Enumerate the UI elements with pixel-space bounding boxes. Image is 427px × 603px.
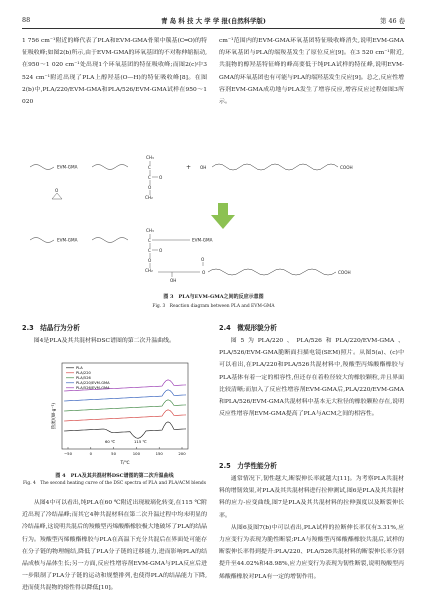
scheme-plus: + (186, 164, 192, 171)
scheme-cbond-1: C (148, 175, 151, 180)
scheme-ch2-2: CH₂ (145, 268, 153, 273)
scheme-label-evm-3: EVM-GMA (192, 237, 213, 243)
volume-label: 第 46 卷 (380, 17, 405, 25)
scheme-o-4: O (148, 258, 152, 263)
dsc-curve (64, 410, 186, 421)
header-rule (22, 28, 405, 29)
x-tick-label: 50 (111, 451, 117, 456)
dsc-anno-60: 60 ℃ (105, 439, 116, 444)
fig4-caption-en: Fig. 4 The second heating curve of the DSC spectra of PLA and PLA/ACM blends (22, 481, 206, 486)
x-tick-label: −50 (63, 451, 73, 456)
section-2-5-body: 通常情况下,韧性越大,断裂伸长率就越大[11]。为考察PLA共混材料的增韧效果,对PLA及其共混材料进行拉伸测试,图6是PLA及其共混材料的应力-应变曲线,图7是PLA及其共混材料的拉伸强度以及断裂伸长率。 从图6及图7(b)中可以看出,PLA试样的拉断伸长率仅有3.31%,应力应变行为表现为脆性断裂;PLA与羧酸型丙烯酸酯橡胶共混后,试样的断裂伸长率得到提升:PLA/220、PLA/526共混材料的断裂伸长率分别提升至44.02%和48.98%,应力应变行为表现为韧性断裂,说明羧酸型丙烯酸酯橡胶对PLA有一定的增韧作用。 (219, 476, 404, 580)
section-2-3-body: 从图4中可以看出,纯PLA在60 ℃附近出现玻璃化转变,在115 ℃附近出现了冷结晶峰;而其它4种共混材料在第二次升温过程中均未明显的冷结晶峰,这说明共混后的羧酸型丙烯酸酯橡胶极大地破坏了PLA的结晶行为。羧酸型丙烯酸酯橡胶与PLA在高温下充分共混后在界面处可能存在分子链的物理缠结,降低了PLA分子链的迁移能力,进而影响PLA的结晶成核与晶体生长;另一方面,反应性增容剂EVM-GMA与PLA反应后进一步限制了PLA分子链的运动和规整排列,也使得PLA的结晶能力下降,进而使共混物的熔性得以降低[10]。 (22, 500, 207, 592)
scheme-caption-en: Fig. 3 Reaction diagram between PLA and EVM-GMA (152, 304, 275, 309)
top-right-paragraph: cm⁻¹范围内的EVM-GMA环氧基团特征吸收峰消失,说明EVM-GMA的环氧基团与PLA的端羧基发生了原位反应[9]。在3 520 cm⁻¹附近,共混物的醇羟基特征峰的峰高要低于纯PLA试样的特征峰,说明EVM-GMA的环氧基团也有可能与PLA的端羟基发生反应[9]。总之,反应性增容剂EVM-GMA成功地与PLA发生了增容反应,增容反应过程如图3所示。 (219, 38, 404, 106)
legend-entry: PLA/220/EVM-GMA (76, 381, 110, 385)
section-2-5-title: 2.5 力学性能分析 (219, 462, 277, 470)
dsc-x-label: T/℃ (120, 461, 130, 466)
scheme-oh-2: OH (170, 278, 177, 283)
product-chain (30, 228, 351, 283)
dsc-curve (64, 400, 186, 411)
section-2-4-body: 图5为PLA/220、PLA/526和PLA/220/EVM-GMA、PLA/526/EVM-GMA脆断面扫描电镜(SEM)照片。从图5(a)、(c)中可以看出,在PLA/220和PLA/526共混材料中,羧酸型丙烯酸酯橡胶与PLA基体有着一定的相容性,但还存在着粒径较大的橡胶颗粒,并且界面比较清晰;而加入了反应性增容剂EVM-GMA后,PLA/220/EVM-GMA和PLA/526/EVM-GMA共混材料中基本无大粒径的橡胶颗粒存在,说明反应性增容剂EVM-GMA提高了PLA与ACM之间的相容性。 (219, 338, 404, 418)
dsc-anno-115: 115 ℃ (134, 439, 147, 444)
journal-title: 青 岛 科 技 大 学 学 报(自然科学版) (161, 17, 266, 25)
scheme-ho: OH (200, 165, 207, 170)
dsc-figure (50, 361, 210, 471)
legend-entry: PLA/526/EVM-GMA (76, 386, 110, 390)
scheme-label-evm-2: EVM-GMA (57, 237, 78, 243)
reactant-pla (200, 164, 353, 170)
dsc-legend (66, 366, 110, 390)
scheme-cooh-2: COOH (338, 270, 351, 275)
scheme-o-3: O (159, 248, 163, 253)
x-tick-label: 150 (155, 451, 163, 456)
page-number: 88 (22, 16, 31, 24)
x-tick-label: 0 (89, 451, 93, 456)
legend-entry: PLA/220 (76, 371, 91, 375)
dsc-y-label: 热流/(W·g⁻¹) (52, 402, 57, 430)
dsc-x-ticks (64, 447, 186, 456)
scheme-caption: 图 3 PLA与EVM-GMA之间的反应示意图 (163, 294, 264, 300)
scheme-c-2: C (148, 238, 151, 243)
top-left-paragraph: 1 756 cm⁻¹附近的峰代表了PLA和EVM-GMA骨架中羰基(C═O)的特征吸收峰;如图2(b)所示,由于EVM-GMA的环氧基团的不对称伸缩振动,在950～1 020 cm⁻¹处出现1个环氧基团的特征吸收峰;而图2(c)中3 524 cm⁻¹附近出现了PLA上醇羟基(O—H)的特征吸收峰[8]。在图2(b)中,PLA/220/EVM-GMA和PLA/526/EVM-GMA试样在950～1 020 (22, 38, 207, 106)
section-2-3-title: 2.3 结晶行为分析 (22, 324, 80, 332)
x-tick-label: 100 (132, 451, 141, 456)
legend-entry: PLA/526 (76, 376, 91, 380)
scheme-cbond-2: C (148, 248, 151, 253)
dsc-curve (64, 422, 186, 439)
reactant-evm-gma (30, 155, 163, 200)
legend-entry: PLA (76, 366, 83, 370)
scheme-epoxy-o: O (55, 188, 59, 193)
scheme-ch2-1: CH₂ (145, 195, 153, 200)
scheme-o-6: O (201, 257, 205, 262)
scheme-o-5: O (202, 270, 206, 275)
scheme-o-1: O (159, 175, 163, 180)
scheme-o-2: O (148, 185, 152, 190)
section-2-4-title: 2.4 微观形貌分析 (219, 324, 277, 332)
section-2-3-intro: 图4是PLA及其共混材料DSC谱图的第二次升温曲线。 (33, 338, 175, 344)
reaction-arrow (211, 203, 235, 229)
scheme-ch3-2: CH₃ (146, 228, 154, 233)
scheme-c-1: C (148, 165, 151, 170)
fig4-caption: 图 4 PLA及其共混材料DSC谱图的第二次升温曲线 (55, 473, 174, 479)
scheme-cooh-1: COOH (340, 165, 353, 170)
x-tick-label: 200 (178, 451, 186, 456)
dsc-curve (64, 390, 186, 401)
scheme-label-evm-1: EVM-GMA (57, 164, 78, 170)
scheme-ch3-1: CH₃ (146, 155, 154, 160)
